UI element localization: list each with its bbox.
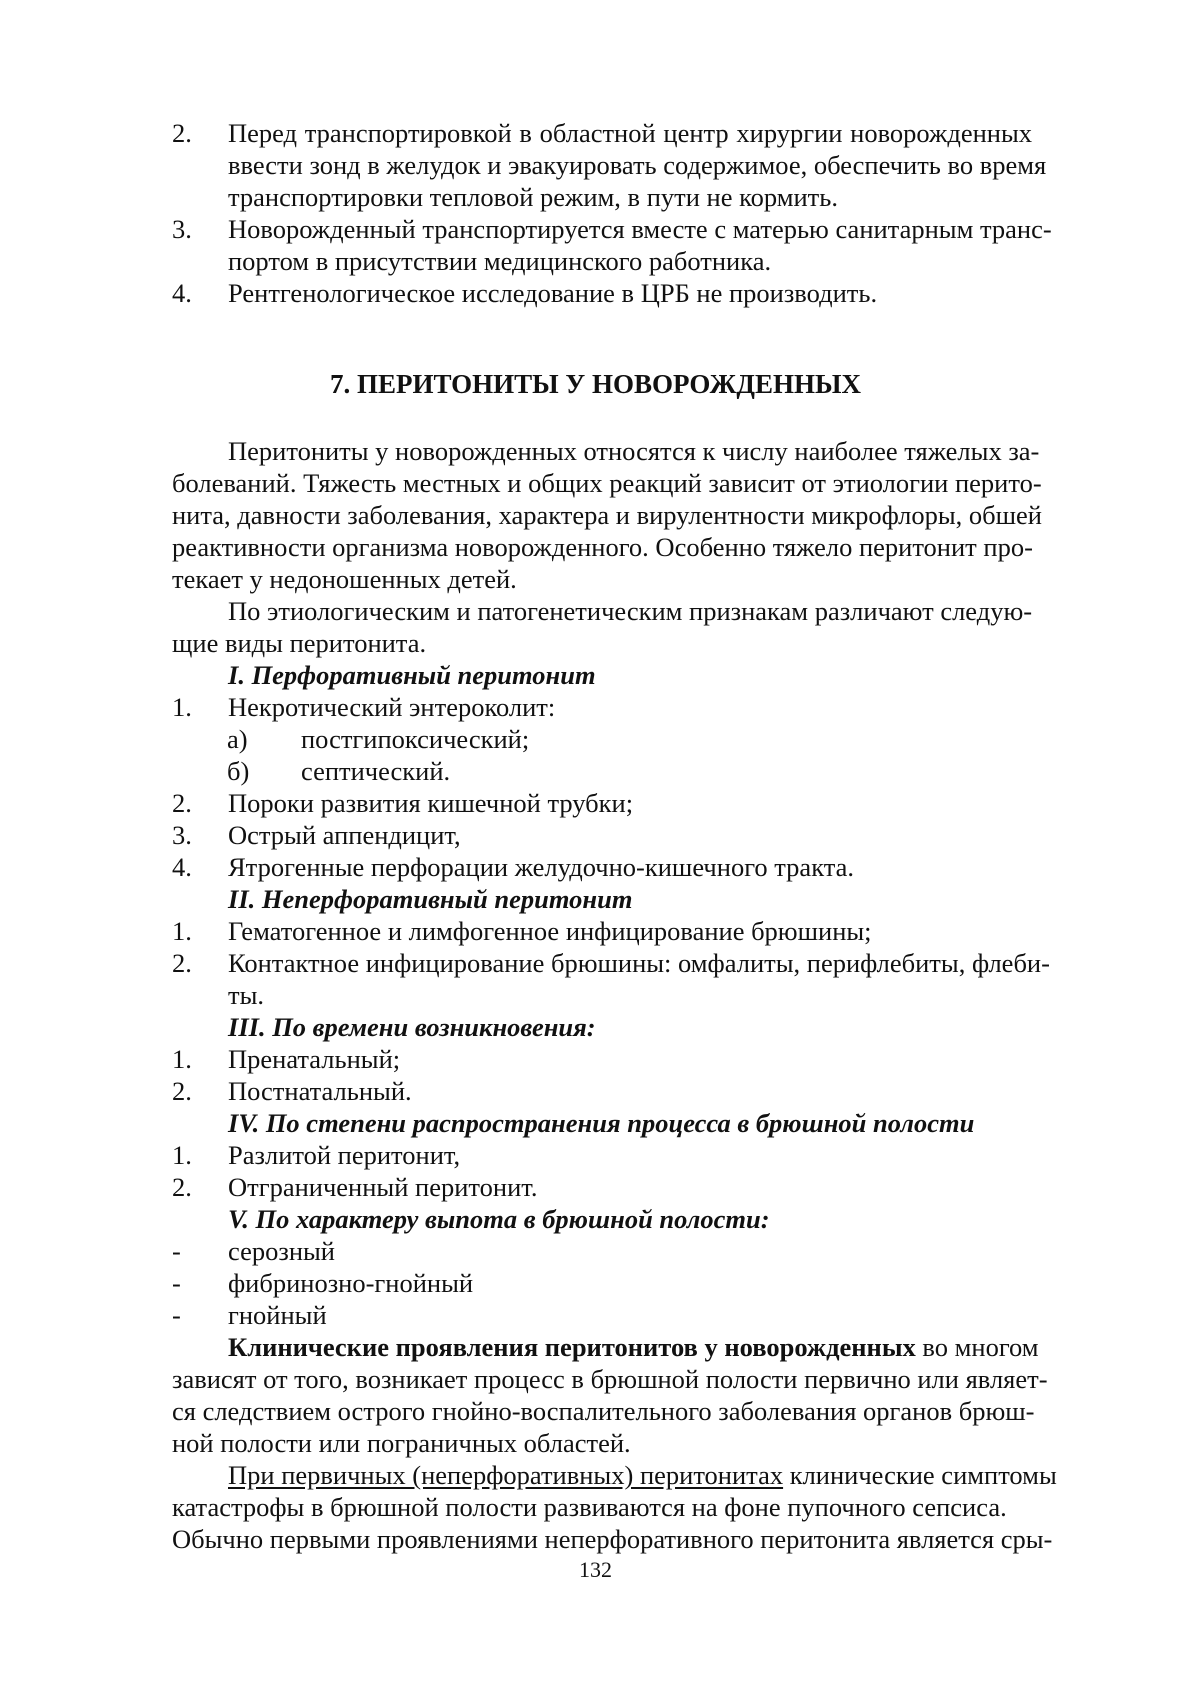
list-number: 2. xyxy=(172,1172,192,1202)
section-title: II. Неперфоративный перитонит xyxy=(228,884,633,914)
list-item-text: Рентгенологическое исследование в ЦРБ не производить. xyxy=(228,278,878,308)
paragraph-line xyxy=(228,1331,1039,1363)
bold-lead: Клинические проявления перитонитов у новорожденных xyxy=(228,1332,916,1362)
bullet-dash: - xyxy=(172,1300,181,1330)
list-item-text: Пренатальный; xyxy=(228,1044,401,1074)
list-number: 1. xyxy=(172,1140,192,1170)
paragraph-line: По этиологическим и патогенетическим признакам различают следую- xyxy=(228,596,1033,626)
chapter-heading: 7. ПЕРИТОНИТЫ У НОВОРОЖДЕННЫХ xyxy=(330,369,861,399)
paragraph-line: Обычно первыми проявлениями неперфоративного перитонита является сры- xyxy=(172,1524,1053,1554)
list-item-text: Гематогенное и лимфогенное инфицирование брюшины; xyxy=(228,916,872,946)
bullet-item-text: серозный xyxy=(228,1236,335,1266)
list-item-text: Новорожденный транспортируется вместе с матерью санитарным транс- xyxy=(228,214,1052,244)
paragraph-line: щие виды перитонита. xyxy=(172,628,427,658)
paragraph-line: Перитониты у новорожденных относятся к числу наиболее тяжелых за- xyxy=(228,436,1040,466)
list-item-text: Ятрогенные перфорации желудочно-кишечного тракта. xyxy=(228,852,855,882)
list-item-text: Некротический энтероколит: xyxy=(228,692,556,722)
list-number: 3. xyxy=(172,214,192,244)
bullet-item-text: фибринозно-гнойный xyxy=(228,1268,474,1298)
page-number: 132 xyxy=(579,1557,612,1582)
list-number: 2. xyxy=(172,1076,192,1106)
list-item-text: ввести зонд в желудок и эвакуировать содержимое, обеспечить во время xyxy=(228,150,1047,180)
list-number: 3. xyxy=(172,820,192,850)
sublist-label: а) xyxy=(227,724,248,754)
list-item-text: Контактное инфицирование брюшины: омфалиты, перифлебиты, флеби- xyxy=(228,948,1050,978)
list-item-text: Разлитой перитонит, xyxy=(228,1140,461,1170)
list-item-text: ты. xyxy=(228,980,265,1010)
paragraph-line: катастрофы в брюшной полости развиваются на фоне пупочного сепсиса. xyxy=(172,1492,1007,1522)
list-number: 1. xyxy=(172,692,192,722)
list-item-text: Перед транспортировкой в областной центр хирургии новорожденных xyxy=(228,118,1032,148)
list-item-text: портом в присутствии медицинского работника. xyxy=(228,246,772,276)
paragraph-line: зависят от того, возникает процесс в брюшной полости первично или являет- xyxy=(172,1364,1048,1394)
list-number: 2. xyxy=(172,788,192,818)
section-title: III. По времени возникновения: xyxy=(228,1012,596,1042)
list-number: 4. xyxy=(172,852,192,882)
section-title: IV. По степени распространения процесса в брюшной полости xyxy=(228,1108,975,1138)
list-item-text: Постнатальный. xyxy=(228,1076,412,1106)
list-item-text: Отграниченный перитонит. xyxy=(228,1172,538,1202)
paragraph-line: ной полости или пограничных областей. xyxy=(172,1428,631,1458)
list-number: 2. xyxy=(172,948,192,978)
paragraph-line: болеваний. Тяжесть местных и общих реакций зависит от этиологии перито- xyxy=(172,468,1042,498)
bullet-item-text: гнойный xyxy=(228,1300,327,1330)
underlined-phrase: При первичных (неперфоративных) перитонитах xyxy=(228,1460,784,1490)
section-title: V. По характеру выпота в брюшной полости: xyxy=(228,1204,770,1234)
list-number: 1. xyxy=(172,916,192,946)
list-item-text: Пороки развития кишечной трубки; xyxy=(228,788,634,818)
list-number: 1. xyxy=(172,1044,192,1074)
section-title: I. Перфоративный перитонит xyxy=(228,660,596,690)
paragraph-line: ся следствием острого гнойно-воспалительного заболевания органов брюш- xyxy=(172,1396,1035,1426)
sublist-item-text: септический. xyxy=(301,756,451,786)
paragraph-line: нита, давности заболевания, характера и вирулентности микрофлоры, обшей xyxy=(172,500,1042,530)
list-number: 4. xyxy=(172,278,192,308)
paragraph-text: клинические симптомы xyxy=(783,1460,1057,1490)
sublist-item-text: постгипоксический; xyxy=(301,724,530,754)
list-number: 2. xyxy=(172,118,192,148)
paragraph-line: текает у недоношенных детей. xyxy=(172,564,517,594)
paragraph-line xyxy=(228,1459,1057,1491)
list-item-text: транспортировки тепловой режим, в пути не кормить. xyxy=(228,182,838,212)
paragraph-text: во многом xyxy=(915,1332,1039,1362)
list-item-text: Острый аппендицит, xyxy=(228,820,461,850)
bullet-dash: - xyxy=(172,1236,181,1266)
sublist-label: б) xyxy=(227,756,250,786)
paragraph-line: реактивности организма новорожденного. Особенно тяжело перитонит про- xyxy=(172,532,1033,562)
bullet-dash: - xyxy=(172,1268,181,1298)
